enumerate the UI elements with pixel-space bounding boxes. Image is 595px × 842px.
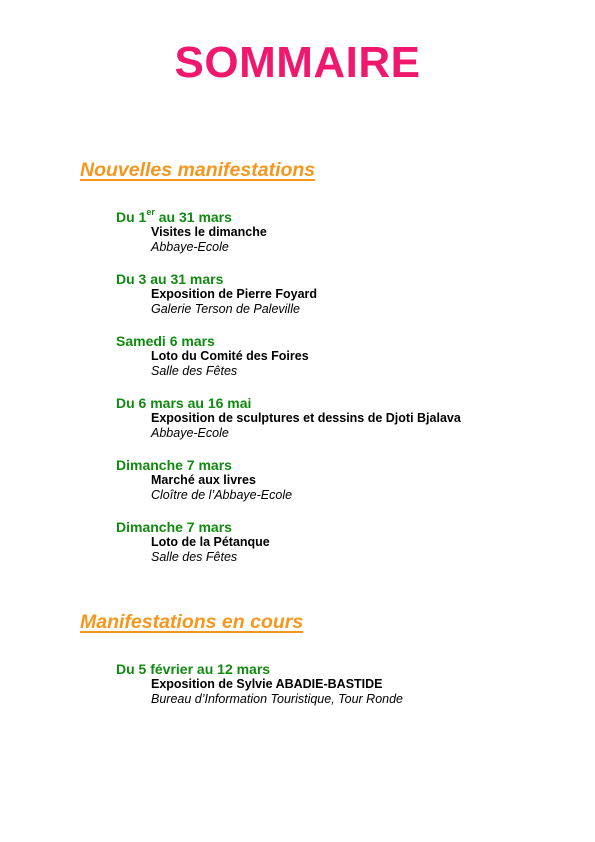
event-place: Galerie Terson de Paleville [151,302,300,316]
event-date-prefix: Du 1 [116,209,147,225]
event-name: Marché aux livres [151,473,256,487]
event-date: Samedi 6 mars [116,333,215,349]
event-item [116,661,586,707]
event-place: Abbaye-Ecole [151,240,229,254]
page-title: SOMMAIRE [174,38,421,87]
event-date: Du 6 mars au 16 mai [116,395,252,411]
event-date: Du 5 février au 12 mars [116,661,271,677]
event-place: Bureau d’Information Touristique, Tour Ronde [151,692,404,706]
event-name: Exposition de Pierre Foyard [151,287,318,301]
section-heading: Manifestations en cours [80,611,304,633]
event-place: Cloître de l’Abbaye-Ecole [151,488,293,502]
event-name: Visites le dimanche [151,225,267,239]
event-place: Abbaye-Ecole [151,426,229,440]
event-item [116,209,586,255]
event-item [116,457,586,503]
event-date: Dimanche 7 mars [116,457,232,473]
event-date: Dimanche 7 mars [116,519,232,535]
event-item [116,333,586,379]
event-place: Salle des Fêtes [151,364,238,378]
event-date [116,209,586,225]
event-place: Salle des Fêtes [151,550,238,564]
event-name: Exposition de Sylvie ABADIE-BASTIDE [151,677,383,691]
event-item [116,519,586,565]
event-date-superscript: er [146,207,155,218]
event-date: Du 3 au 31 mars [116,271,224,287]
event-item [116,395,586,441]
section-heading: Nouvelles manifestations [80,159,316,181]
event-name: Exposition de sculptures et dessins de Djoti Bjalava [151,411,461,425]
event-name: Loto de la Pétanque [151,535,270,549]
event-name: Loto du Comité des Foires [151,349,309,363]
event-date-suffix: au 31 mars [154,209,232,225]
event-item [116,271,586,317]
